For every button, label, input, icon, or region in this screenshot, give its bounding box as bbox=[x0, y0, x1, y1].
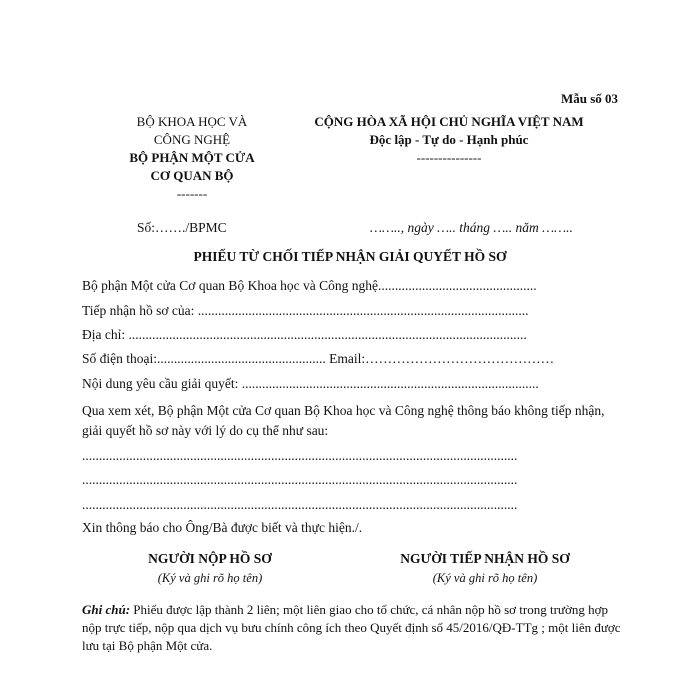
national-header bbox=[288, 113, 610, 167]
document-title: PHIẾU TỪ CHỐI TIẾP NHẬN GIẢI QUYẾT HỒ SƠ bbox=[193, 249, 507, 264]
agency-separator: ------- bbox=[176, 186, 208, 201]
form-number: Mẫu số 03 bbox=[560, 91, 618, 106]
agency-name-line1: BỘ KHOA HỌC VÀ bbox=[136, 114, 248, 129]
footnote-label: Ghi chú: bbox=[82, 602, 131, 617]
receiver-sign-note: (Ký và ghi rõ họ tên) bbox=[432, 570, 538, 585]
request-content-field: Nội dung yêu cầu giải quyết: ........................................................................................ bbox=[82, 376, 539, 391]
receiver-signature-block bbox=[385, 551, 585, 587]
receiver-title: NGƯỜI TIẾP NHẬN HỒ SƠ bbox=[400, 551, 570, 566]
reason-paragraph: Qua xem xét, Bộ phận Một cửa Cơ quan Bộ Khoa học và Công nghệ thông báo không tiếp nhận, giải quyết hồ sơ này với lý do cụ thể như sau: bbox=[82, 403, 605, 438]
agency-header bbox=[92, 113, 292, 203]
footnote bbox=[82, 601, 622, 655]
document-number: Số:……./BPMC bbox=[137, 220, 227, 235]
nation-name: CỘNG HÒA XÃ HỘI CHỦ NGHĨA VIỆT NAM bbox=[314, 114, 584, 129]
reason-line: ................................................................................................................................. bbox=[82, 472, 518, 487]
phone-email-field: Số điện thoại:.................................................. Email:…………………………………… bbox=[82, 351, 555, 366]
submitter-title: NGƯỜI NỘP HỒ SƠ bbox=[148, 551, 272, 566]
submitter-signature-block bbox=[110, 551, 310, 587]
submitter-sign-note: (Ký và ghi rõ họ tên) bbox=[157, 570, 263, 585]
reason-line: ................................................................................................................................. bbox=[82, 497, 518, 512]
document-date: …….., ngày ….. tháng ….. năm …….. bbox=[370, 220, 573, 235]
reason-line: ................................................................................................................................. bbox=[82, 448, 518, 463]
national-separator: --------------- bbox=[416, 150, 482, 165]
received-from-field: Tiếp nhận hồ sơ của: .................................................................................................. bbox=[82, 303, 529, 318]
unit-name-line1: BỘ PHẬN MỘT CỬA bbox=[129, 150, 255, 165]
national-motto: Độc lập - Tự do - Hạnh phúc bbox=[369, 132, 529, 147]
department-field: Bộ phận Một cửa Cơ quan Bộ Khoa học và Công nghệ............................................... bbox=[82, 278, 537, 293]
address-field: Địa chỉ: ...................................................................................................................... bbox=[82, 327, 527, 342]
unit-name-line2: CƠ QUAN BỘ bbox=[150, 168, 234, 183]
footnote-text: Phiếu được lập thành 2 liên; một liên giao cho tổ chức, cá nhân nộp hồ sơ trong trường hợp nộp trực tiếp, nộp qua dịch vụ bưu chính công ích theo Quyết định số 45/2016/QĐ-TTg ; một liên được lưu tại Bộ phận Một cửa. bbox=[82, 602, 621, 653]
agency-name-line2: CÔNG NGHỆ bbox=[153, 132, 231, 147]
notification-text: Xin thông báo cho Ông/Bà được biết và thực hiện./. bbox=[82, 520, 363, 535]
